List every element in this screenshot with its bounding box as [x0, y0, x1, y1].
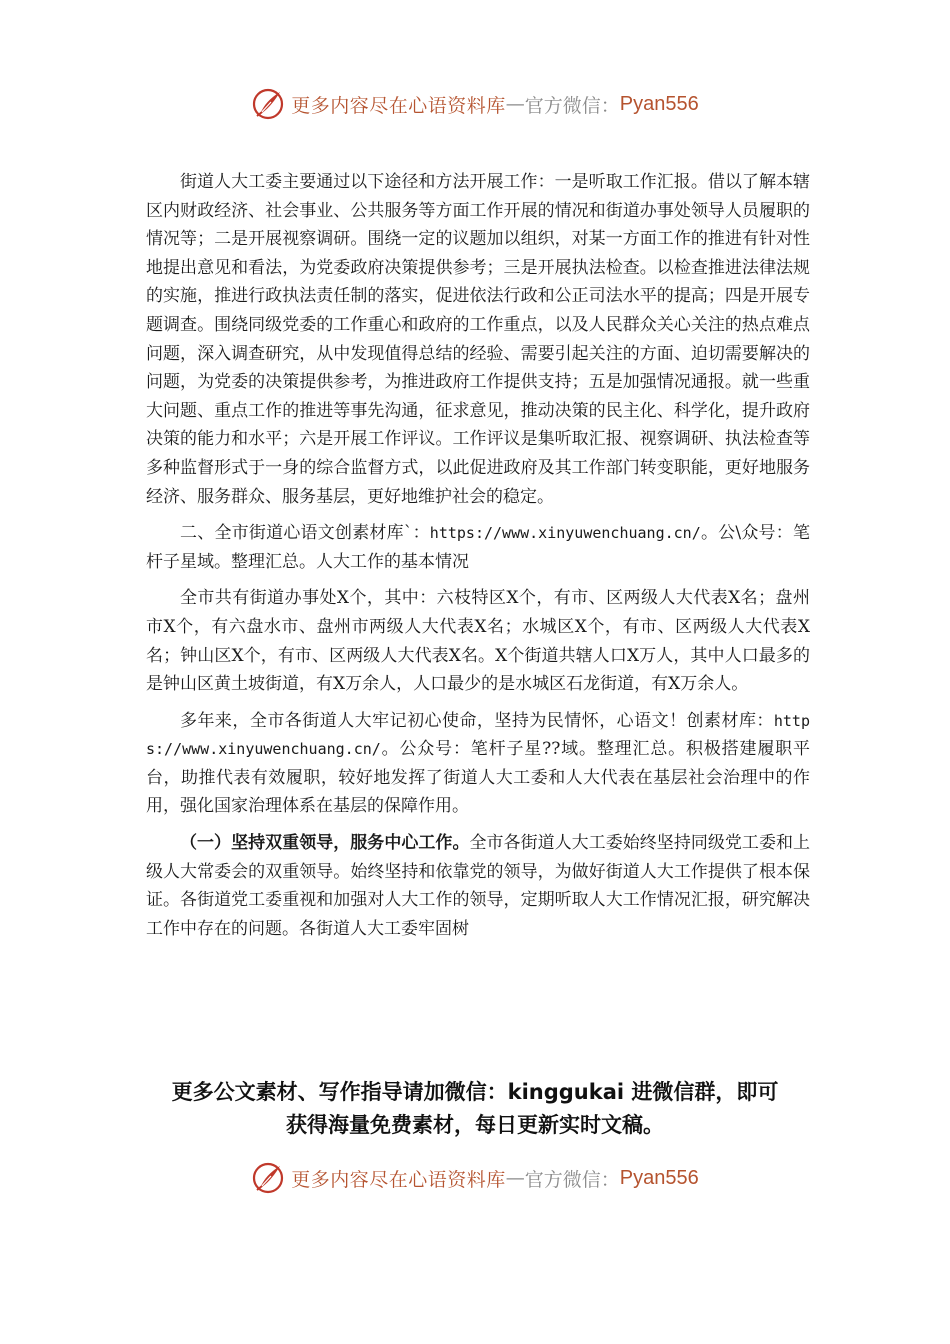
document-body: [146, 168, 810, 951]
footer-banner: [0, 1158, 950, 1198]
section-two-text-b: 。公\众号：笔杆子星域。整理汇总。人大工作的基本情况: [146, 523, 810, 572]
banner-wechat-id: Pyan556: [619, 1166, 699, 1189]
paragraph-basic-stats: 全市共有街道办事处X个，其中：六枝特区X个，有市、区两级人大代表X名；盘州市X个，有六盘水市、盘州市两级人大代表X名；水城区X个，有市、区两级人大代表X名；钟山区X个，有市、区两级人大代表X名。X个街道共辖人口X万人，其中人口最多的是钟山区黄土坡街道，有X万余人，人口最少的是水城区石龙街道，有X万余人。: [146, 588, 810, 695]
banner-wechat-label: 官方微信：: [524, 94, 620, 117]
achievements-text-a: 多年来，全市各街道人大牢记初心使命，坚持为民情怀，心语文！创素材库：: [180, 710, 774, 731]
paragraph-section-two: [146, 519, 810, 576]
promo-line-2: 获得海量免费素材，每日更新实时文稿。: [286, 1113, 664, 1137]
dual-leadership-body: 全市各街道人大工委始终坚持同级党工委和上级人大常委会的双重领导。始终坚持和依靠党的领导，为做好街道人大工作提供了根本保证。各街道党工委重视和加强对人大工作的领导，定期听取人大工作情况汇报，研究解决工作中存在的问题。各街道人大工委牢固树: [146, 833, 811, 939]
promo-notice: [120, 1076, 830, 1142]
promo-line-1: 更多公文素材、写作指导请加微信：kinggukai 进微信群，即可: [171, 1080, 779, 1104]
banner-site-name: 更多内容尽在心语资料库: [291, 1168, 506, 1191]
achievements-text-b: 。公众号：笔杆子星??域。整理汇总。积极搭建履职平台，助推代表有效履职，较好地发挥了街道人大工委和人大代表在基层社会治理中的作用，强化国家治理体系在基层的保障作用。: [146, 739, 810, 817]
dual-leadership-heading: （一）坚持双重领导，服务中心工作。: [180, 833, 470, 854]
header-banner: [0, 84, 950, 124]
banner-wechat-label: 官方微信：: [524, 1168, 620, 1191]
banner-site-name: 更多内容尽在心语资料库: [291, 94, 506, 117]
banner-separator: —: [505, 93, 525, 115]
feather-pen-icon: [251, 1161, 285, 1195]
section-two-text-a: 二、全市街道心语文创素材库`：: [180, 523, 430, 544]
banner-separator: —: [505, 1167, 525, 1189]
banner-wechat-id: Pyan556: [619, 92, 699, 115]
paragraph-achievements: [146, 707, 810, 821]
achievements-url: https://www.xinyuwenchuang.cn/: [146, 711, 810, 759]
section-two-url: https://www.xinyuwenchuang.cn/: [429, 524, 701, 543]
paragraph-work-methods: 街道人大工委主要通过以下途径和方法开展工作：一是听取工作汇报。借以了解本辖区内财政经济、社会事业、公共服务等方面工作开展的情况和街道办事处领导人员履职的情况等；二是开展视察调研。围绕一定的议题加以组织，对某一方面工作的推进有针对性地提出意见和看法，为党委政府决策提供参考；三是开展执法检查。以检查推进法律法规的实施，推进行政执法责任制的落实，促进依法行政和公正司法水平的提高；四是开展专题调查。围绕同级党委的工作重心和政府的工作重点，以及人民群众关心关注的热点难点问题，深入调查研究，从中发现值得总结的经验、需要引起关注的方面、迫切需要解决的问题，为党委的决策提供参考，为推进政府工作提供支持；五是加强情况通报。就一些重大问题、重点工作的推进等事先沟通，征求意见，推动决策的民主化、科学化，提升政府决策的能力和水平；六是开展工作评议。工作评议是集听取汇报、视察调研、执法检查等多种监督形式于一身的综合监督方式，以此促进政府及其工作部门转变职能，更好地服务经济、服务群众、服务基层，更好地维护社会的稳定。: [146, 172, 810, 507]
paragraph-dual-leadership: [146, 829, 810, 943]
feather-pen-icon: [251, 87, 285, 121]
